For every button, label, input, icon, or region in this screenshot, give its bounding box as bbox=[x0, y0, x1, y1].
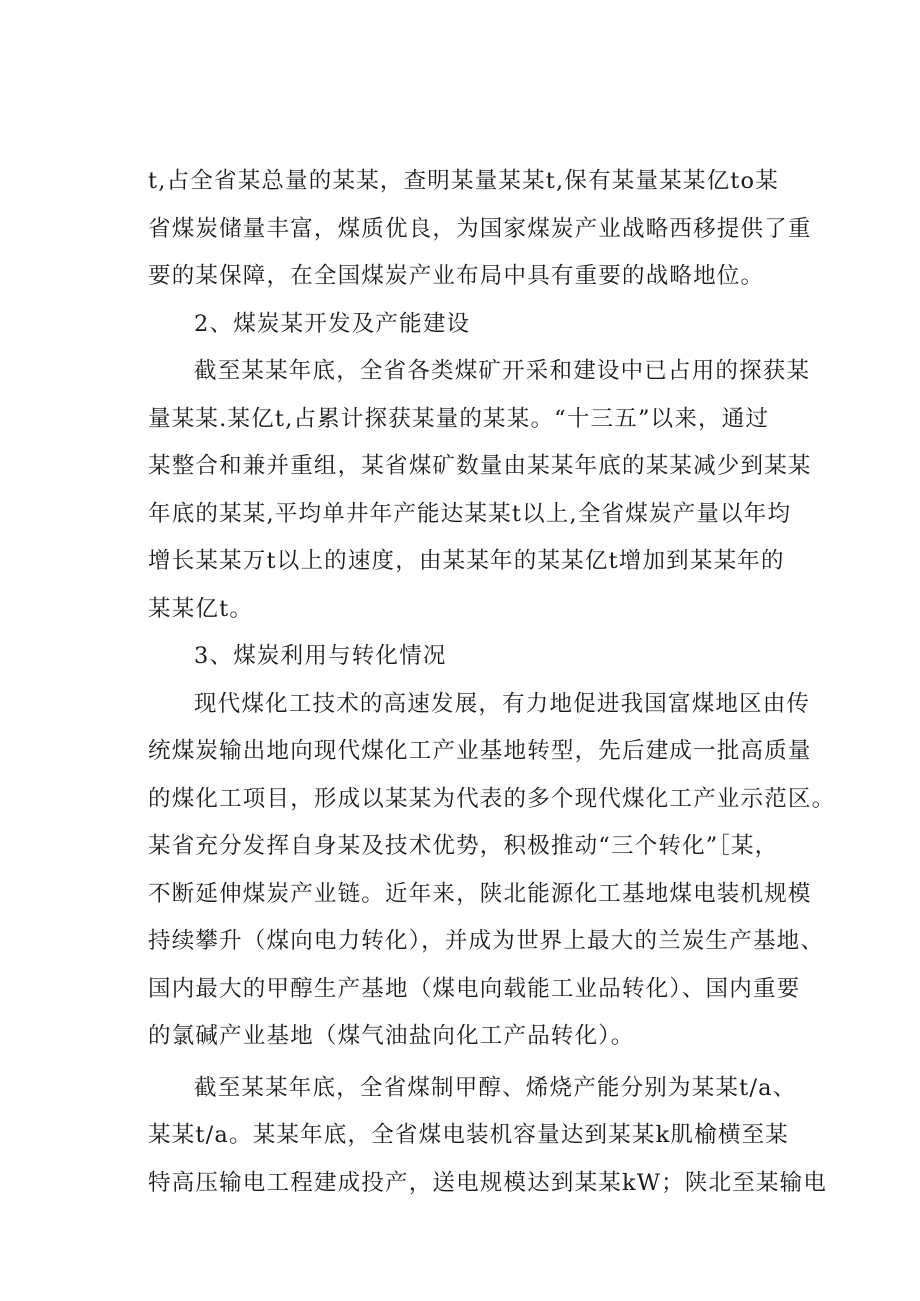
text-line: 不断延伸煤炭产业链。近年来，陕北能源化工基地煤电装机规模 bbox=[148, 880, 812, 907]
text-line: 的氯碱产业基地（煤气油盐向化工产品转化）。 bbox=[148, 1023, 635, 1049]
text-line: 某整合和兼并重组，某省煤矿数量由某某年底的某某减少到某某 bbox=[148, 453, 812, 479]
document-body bbox=[148, 158, 836, 1207]
text-line: 现代煤化工技术的高速发展，有力地促进我国富煤地区由传 bbox=[194, 690, 811, 717]
text-line: 年底的某某,平均单井年产能达某某t以上,全省煤炭产量以年均 bbox=[148, 500, 792, 527]
text-line: t,占全省某总量的某某，查明某量某某t,保有某量某某亿to某 bbox=[148, 168, 779, 194]
text-line: 某某t/a。某某年底，全省煤电装机容量达到某某k肌榆横至某 bbox=[148, 1122, 789, 1148]
text-line: 量某某.某亿t,占累计探获某量的某某。“十三五”以来，通过 bbox=[148, 405, 770, 432]
text-line: 统煤炭输出地向现代煤化工产业基地转型，先后建成一批高质量 bbox=[148, 738, 812, 764]
section-heading-3: 3、煤炭利用与转化情况 bbox=[194, 643, 447, 669]
text-line: 的煤化工项目，形成以某某为代表的多个现代煤化工产业示范区。 bbox=[148, 785, 836, 812]
text-line: 要的某保障，在全国煤炭产业布局中具有重要的战略地位。 bbox=[148, 263, 765, 289]
text-line: 省煤炭储量丰富，煤质优良，为国家煤炭产业战略西移提供了重 bbox=[148, 215, 812, 242]
text-line: 某省充分发挥自身某及技术优势，积极推动“三个转化”［某， bbox=[148, 833, 779, 859]
text-line: 截至某某年底，全省煤制甲醇、烯烧产能分别为某某t/a、 bbox=[194, 1074, 797, 1101]
section-heading-2: 2、煤炭某开发及产能建设 bbox=[194, 310, 471, 337]
text-line: 持续攀升（煤向电力转化），并成为世界上最大的兰炭生产基地、 bbox=[148, 928, 825, 954]
text-line: 国内最大的甲醇生产基地（煤电向载能工业品转化）、国内重要 bbox=[148, 975, 801, 1002]
text-line: 特高压输电工程建成投产，送电规模达到某某kW；陕北至某输电 bbox=[148, 1169, 828, 1196]
text-line: 某某亿t。 bbox=[148, 595, 254, 622]
text-line: 增长某某万t以上的速度，由某某年的某某亿t增加到某某年的 bbox=[148, 548, 785, 574]
text-line: 截至某某年底，全省各类煤矿开采和建设中已占用的探获某 bbox=[194, 358, 811, 384]
